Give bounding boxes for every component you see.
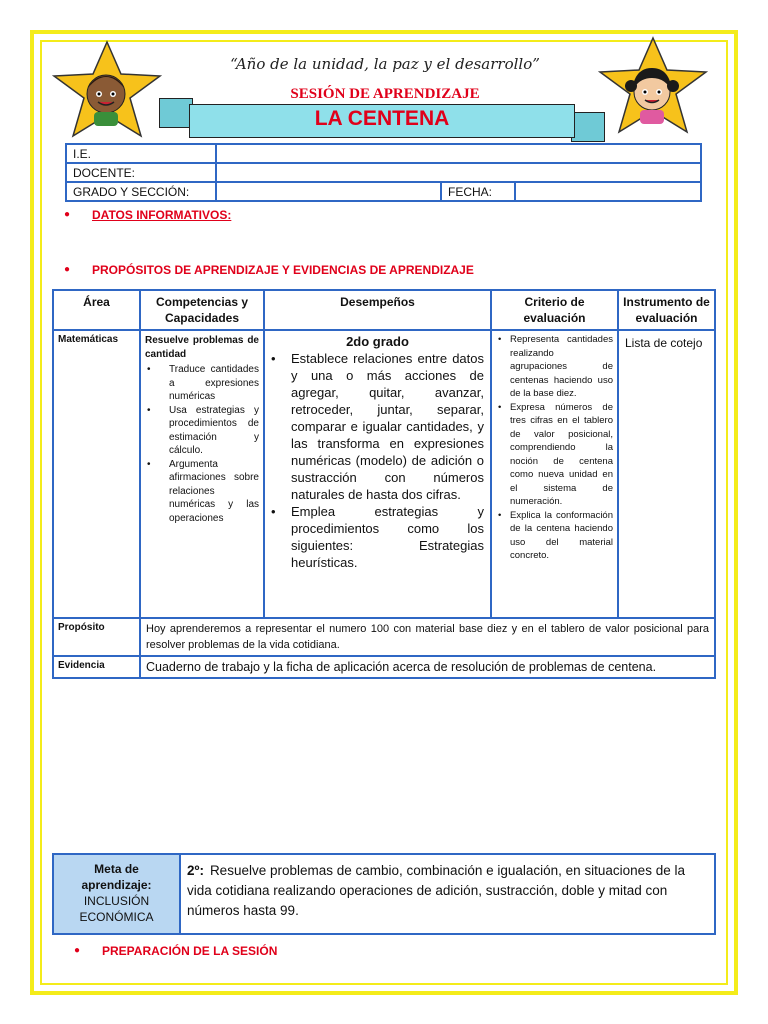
ie-label: I.E. <box>66 144 216 163</box>
bullet-icon: ● <box>64 209 71 220</box>
evidencia-text: Cuaderno de trabajo y la ficha de aplicación acerca de resolución de problemas de centena. <box>140 656 715 678</box>
meta-table <box>52 853 716 935</box>
desempenos-cell <box>264 330 491 618</box>
list-item: • Traduce cantidades a expresiones numéricas <box>145 363 259 404</box>
learning-table <box>52 289 716 679</box>
bullet-icon: ● <box>74 945 81 956</box>
bullet-icon: ● <box>64 264 71 275</box>
fecha-label: FECHA: <box>441 182 515 201</box>
proposito-label: Propósito <box>53 618 140 656</box>
section-datos-label: DATOS INFORMATIVOS: <box>92 208 232 222</box>
evidencia-label: Evidencia <box>53 656 140 678</box>
header-competencias: Competencias y Capacidades <box>140 290 264 330</box>
star-boy-icon <box>48 38 166 142</box>
title-ribbon <box>155 96 615 146</box>
criterios-cell <box>491 330 618 618</box>
fecha-value <box>515 182 701 201</box>
info-table <box>65 143 702 202</box>
list-item: • Argumenta afirmaciones sobre relaciones numéricas y las operaciones <box>145 458 259 526</box>
grade-label: 2do grado <box>346 334 409 349</box>
page-title: LA CENTENA <box>314 107 450 130</box>
ribbon-fold-right <box>571 112 605 142</box>
meta-label <box>53 854 180 934</box>
list-item: • Expresa números de tres cifras en el tablero de valor posicional, comprendiendo la noción de centena como nueva unidad en el sistema de numeración. <box>496 401 613 509</box>
list-item: • Representa cantidades realizando agrupaciones de centenas haciendo uso de la base diez. <box>496 333 613 401</box>
meta-text-cell <box>180 854 715 934</box>
proposito-text: Hoy aprenderemos a representar el numero 100 con material base diez y en el tablero de valor posicional para resolver problemas de la vida cotidiana. <box>140 618 715 656</box>
list-item: • Establece relaciones entre datos y una o más acciones de agregar, quitar, avanzar, retroceder, juntar, separar, comparar e igualar cantidades, y las transforma en expresiones numéricas (modelo) de adición o sustracción con números naturales de hasta dos cifras. <box>271 350 484 503</box>
section-preparacion-label: PREPARACIÓN DE LA SESIÓN <box>102 944 278 958</box>
capacidades-list <box>145 363 259 525</box>
section-propositos <box>64 263 474 277</box>
section-preparacion <box>74 944 278 958</box>
instrumento-cell: Lista de cotejo <box>618 330 715 618</box>
area-cell: Matemáticas <box>53 330 140 618</box>
header-area: Área <box>53 290 140 330</box>
year-motto: “Año de la unidad, la paz y el desarrollo” <box>230 55 540 73</box>
meta-label-sub: INCLUSIÓN ECONÓMICA <box>79 894 154 924</box>
grado-value <box>216 182 441 201</box>
competencias-cell <box>140 330 264 618</box>
ie-value <box>216 144 701 163</box>
meta-text: Resuelve problemas de cambio, combinación e igualación, en situaciones de la vida cotidiana realizando operaciones de adición, sustracción, doble y mitad con números hasta 99. <box>187 863 685 918</box>
competencia-title: Resuelve problemas de cantidad <box>145 335 259 360</box>
header-criterio: Criterio de evaluación <box>491 290 618 330</box>
desempenos-list <box>271 350 484 571</box>
header-instrumento: Instrumento de evaluación <box>618 290 715 330</box>
list-item: • Explica la conformación de la centena haciendo uso del material concreto. <box>496 509 613 563</box>
section-datos <box>64 208 232 222</box>
grado-label: GRADO Y SECCIÓN: <box>66 182 216 201</box>
section-propositos-label: PROPÓSITOS DE APRENDIZAJE Y EVIDENCIAS DE APRENDIZAJE <box>92 263 474 277</box>
header-desempenos: Desempeños <box>264 290 491 330</box>
meta-label-title: Meta de aprendizaje: <box>81 862 152 892</box>
meta-grade: 2º: <box>187 863 204 878</box>
criterios-list <box>496 333 613 563</box>
session-subtitle: SESIÓN DE APRENDIZAJE <box>290 86 480 102</box>
docente-label: DOCENTE: <box>66 163 216 182</box>
list-item: • Emplea estrategias y procedimientos como los siguientes: Estrategias heurísticas. <box>271 503 484 571</box>
list-item: • Usa estrategias y procedimientos de estimación y cálculo. <box>145 404 259 458</box>
ribbon-fold-left <box>159 98 193 128</box>
docente-value <box>216 163 701 182</box>
